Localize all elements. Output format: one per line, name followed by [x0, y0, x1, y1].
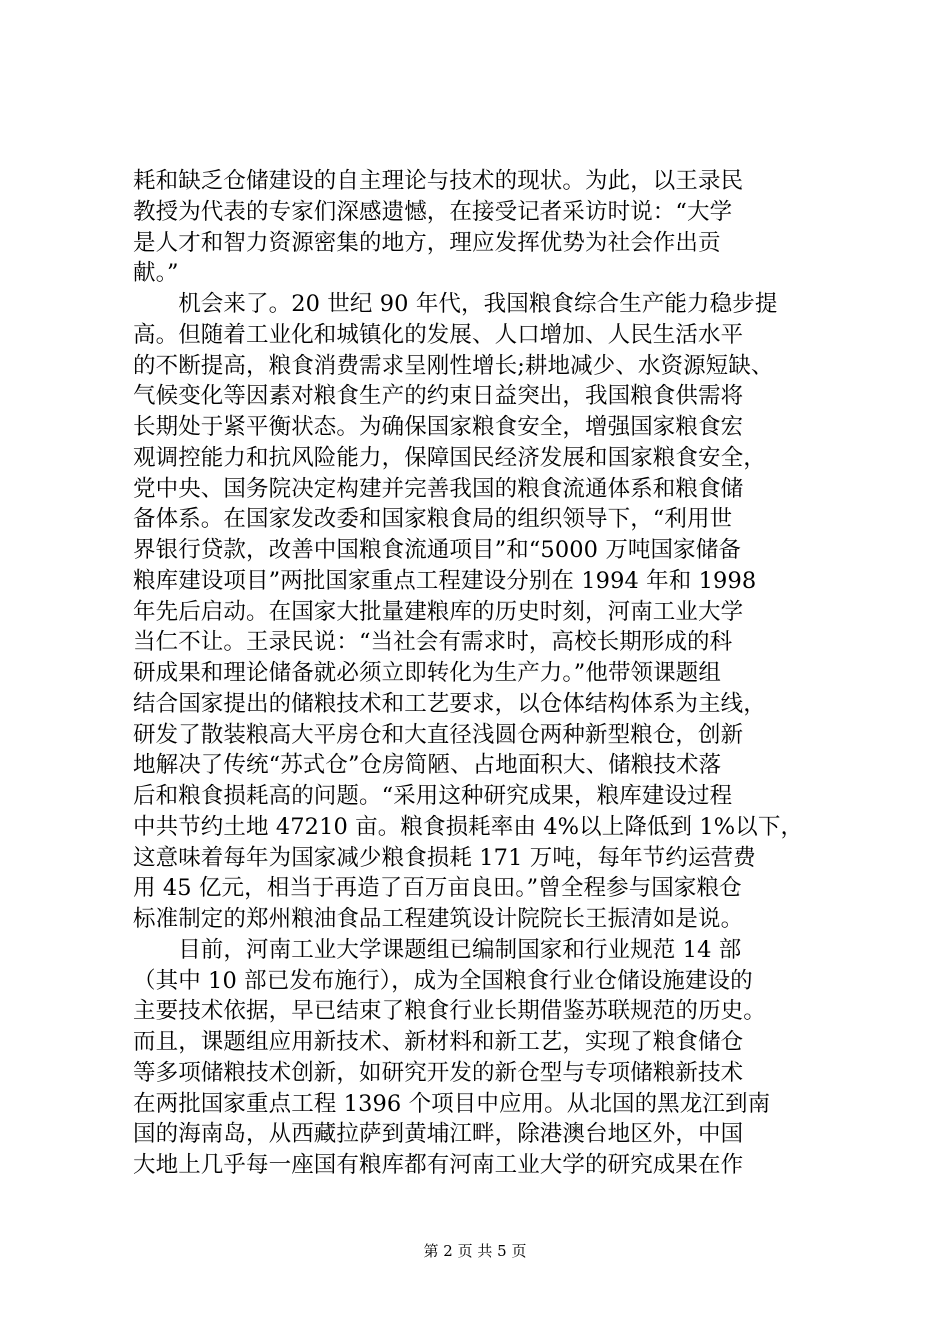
text-line: 研发了散装粮高大平房仓和大直径浅圆仓两种新型粮仓，创新 [133, 721, 744, 748]
text-line: 的不断提高，粮食消费需求呈刚性增长;耕地减少、水资源短缺、 [133, 352, 774, 379]
text-line: 粮库建设项目”两批国家重点工程建设分别在 1994 年和 1998 [133, 567, 757, 594]
text-line: 研成果和理论储备就必须立即转化为生产力。”他带领课题组 [133, 660, 721, 686]
text-line: 在两批国家重点工程 1396 个项目中应用。从北国的黑龙江到南 [133, 1090, 771, 1117]
text-line: 机会来了。20 世纪 90 年代，我国粮食综合生产能力稳步提 [133, 291, 778, 317]
text-line: 这意味着每年为国家减少粮食损耗 171 万吨，每年节约运营费 [133, 844, 756, 871]
text-line: 目前，河南工业大学课题组已编制国家和行业规范 14 部 [133, 936, 742, 963]
text-line: 地解决了传统“苏式仓”仓房简陋、占地面积大、储粮技术落 [133, 752, 722, 779]
text-line: 备体系。在国家发改委和国家粮食局的组织领导下，“利用世 [133, 506, 733, 533]
text-line: 献。” [133, 260, 179, 287]
text-line: 当仁不让。王录民说：“当社会有需求时，高校长期形成的科 [133, 629, 733, 656]
text-line: 等多项储粮技术创新，如研究开发的新仓型与专项储粮新技术 [133, 1059, 744, 1086]
text-line: 耗和缺乏仓储建设的自主理论与技术的现状。为此，以王录民 [133, 168, 744, 194]
text-line: 国的海南岛，从西藏拉萨到黄埔江畔，除港澳台地区外，中国 [133, 1121, 744, 1148]
text-line: 结合国家提出的储粮技术和工艺要求，以仓体结构体系为主线， [133, 690, 766, 717]
text-line: 标准制定的郑州粮油食品工程建筑设计院院长王振清如是说。 [133, 906, 744, 932]
text-line: 气候变化等因素对粮食生产的约束日益突出，我国粮食供需将 [133, 383, 744, 410]
text-line: （其中 10 部已发布施行），成为全国粮食行业仓储设施建设的 [133, 967, 753, 994]
text-line: 而且，课题组应用新技术、新材料和新工艺，实现了粮食储仓 [133, 1029, 744, 1055]
text-line: 长期处于紧平衡状态。为确保国家粮食安全，增强国家粮食宏 [133, 414, 744, 440]
text-line: 中共节约土地 47210 亩。粮食损耗率由 4%以上降低到 1%以下， [133, 813, 804, 840]
page-number-footer: 第 2 页 共 5 页 [423, 1242, 527, 1260]
text-line: 主要技术依据，早已结束了粮食行业长期借鉴苏联规范的历史。 [133, 998, 766, 1025]
text-line: 用 45 亿元，相当于再造了百万亩良田。”曾全程参与国家粮仓 [133, 875, 742, 902]
text-line: 观调控能力和抗风险能力，保障国民经济发展和国家粮食安全， [133, 444, 766, 471]
body-text [133, 166, 829, 1181]
text-line: 是人才和智力资源密集的地方，理应发挥优势为社会作出贡 [133, 229, 721, 256]
text-line: 大地上几乎每一座国有粮库都有河南工业大学的研究成果在作 [133, 1152, 744, 1178]
text-line: 党中央、国务院决定构建并完善我国的粮食流通体系和粮食储 [133, 475, 744, 502]
text-line: 界银行贷款，改善中国粮食流通项目”和“5000 万吨国家储备 [133, 537, 741, 563]
text-line: 后和粮食损耗高的问题。“采用这种研究成果，粮库建设过程 [133, 783, 733, 809]
text-line: 年先后启动。在国家大批量建粮库的历史时刻，河南工业大学 [133, 598, 744, 625]
text-line: 教授为代表的专家们深感遗憾，在接受记者采访时说：“大学 [133, 198, 733, 225]
text-line: 高。但随着工业化和城镇化的发展、人口增加、人民生活水平 [133, 321, 744, 348]
